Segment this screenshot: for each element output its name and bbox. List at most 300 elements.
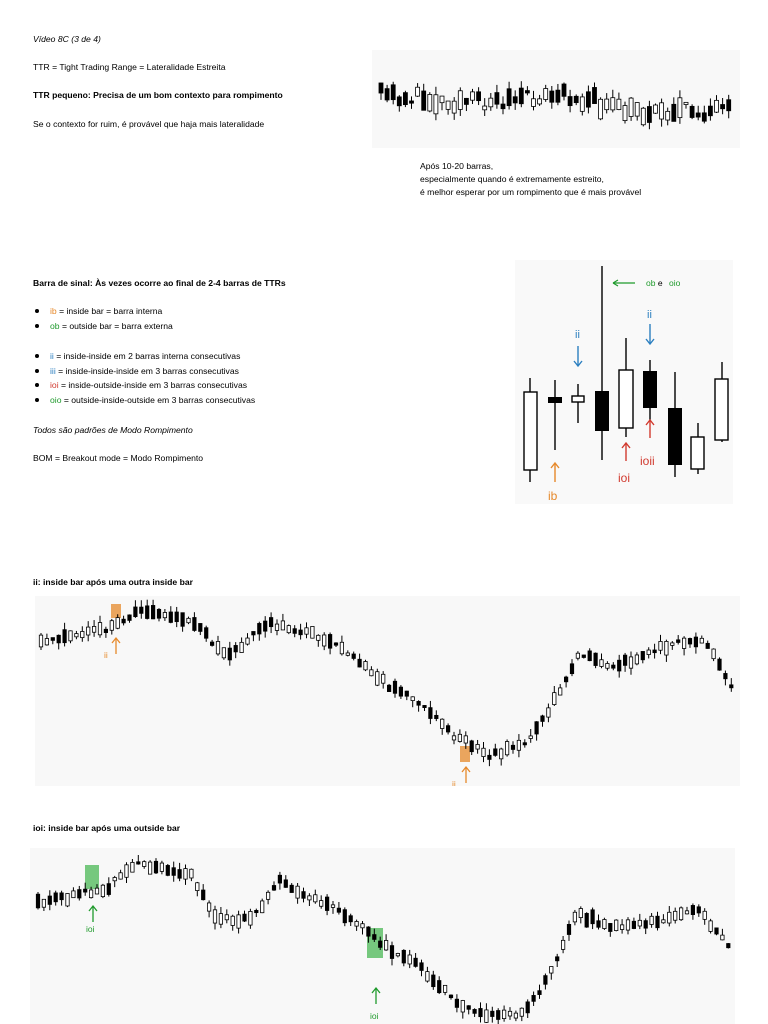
candle-body — [671, 643, 674, 645]
candle-body — [128, 615, 131, 620]
candle-8-body — [691, 437, 704, 469]
candle-body — [367, 927, 370, 936]
item-text: = inside bar = barra interna — [56, 306, 163, 316]
candle-body — [550, 967, 553, 974]
candle-body — [237, 915, 240, 928]
candle-body — [119, 873, 122, 879]
candle-body — [700, 638, 703, 643]
candle-body — [464, 98, 468, 104]
candle-body — [110, 621, 113, 631]
signal-list-b — [33, 349, 255, 407]
candle-body — [638, 920, 641, 926]
candle-2-body — [548, 397, 562, 403]
candle-body — [264, 621, 267, 631]
candle-body — [618, 660, 621, 671]
candle-body — [113, 878, 116, 881]
candle-body — [399, 687, 402, 696]
candle-body — [603, 920, 606, 929]
candle-body — [193, 618, 196, 631]
label-ioi: ioi — [618, 471, 631, 485]
candle-body — [588, 651, 591, 661]
candle-body — [599, 99, 603, 119]
candle-body — [60, 893, 63, 900]
abbr-iii: iii — [50, 365, 56, 376]
context-bad-text: Se o contexto for ruim, é provável que haja mais lateralidade — [33, 119, 265, 129]
candle-body — [576, 653, 579, 658]
candle-body — [629, 657, 632, 668]
candle-body — [87, 627, 90, 635]
candle-body — [570, 664, 573, 674]
pattern-diagram — [515, 260, 733, 504]
candle-body — [507, 89, 511, 106]
candle-body — [272, 886, 275, 891]
candle-body — [78, 890, 81, 898]
candle-body — [205, 628, 208, 638]
ii-chart — [35, 596, 740, 786]
candle-body — [116, 618, 119, 629]
candle-body — [438, 981, 441, 993]
candle-body — [580, 97, 584, 111]
candle-body — [535, 722, 538, 734]
candle-body — [414, 958, 417, 966]
list-item — [33, 378, 255, 393]
candle-body — [674, 911, 677, 920]
candle-body — [538, 991, 541, 995]
candle-body — [75, 634, 78, 637]
candle-body — [337, 908, 340, 912]
candle-body — [269, 618, 272, 627]
candle-body — [246, 638, 249, 644]
ttr-note-line1: Após 10-20 barras, — [420, 161, 494, 171]
candle-body — [591, 910, 594, 924]
page-title: Vídeo 8C (3 de 4) — [33, 34, 101, 44]
candle-body — [635, 103, 639, 117]
candle-body — [51, 638, 54, 641]
candle-body — [605, 99, 609, 110]
candle-body — [559, 688, 562, 695]
candle-body — [712, 649, 715, 659]
candle-body — [411, 697, 414, 701]
ioi-label-1: ioi — [86, 924, 95, 934]
candle-body — [275, 624, 278, 630]
candle-body — [488, 755, 491, 759]
candle-body — [393, 681, 396, 693]
candle-body — [101, 885, 104, 896]
candle-7-body — [668, 408, 682, 465]
candle-body — [470, 741, 473, 752]
candle-body — [473, 1009, 476, 1013]
candle-body — [63, 630, 66, 643]
candle-body — [379, 83, 383, 93]
candle-body — [255, 910, 258, 912]
candle-body — [632, 921, 635, 928]
candle-body — [653, 650, 656, 653]
candle-body — [682, 638, 685, 648]
candle-body — [446, 101, 450, 109]
candle-body — [685, 911, 688, 914]
candle-body — [556, 90, 560, 102]
candle-body — [349, 916, 352, 922]
candle-body — [397, 97, 401, 106]
candle-body — [467, 1006, 470, 1010]
candle-body — [420, 963, 423, 971]
candle-body — [373, 935, 376, 940]
candle-body — [532, 995, 535, 1001]
label-ii-right: ii — [647, 309, 652, 321]
candle-body — [483, 106, 487, 110]
candle-body — [443, 985, 446, 992]
candle-body — [148, 862, 151, 874]
candle-body — [435, 715, 438, 718]
candle-body — [573, 912, 576, 922]
candle-body — [258, 623, 261, 633]
candle-body — [157, 609, 160, 618]
candle-body — [387, 685, 390, 691]
ttr-note-line3: é melhor esperar por um rompimento que é mais provável — [420, 187, 642, 197]
candle-body — [252, 632, 255, 635]
abbr-oio: oio — [50, 394, 62, 405]
candle-body — [340, 642, 343, 654]
candle-body — [471, 92, 475, 100]
candle-body — [187, 618, 190, 622]
candle-body — [331, 905, 334, 908]
candle-body — [677, 640, 680, 643]
ioi-chart-svg — [30, 848, 735, 1024]
candle-body — [556, 957, 559, 961]
candle-body — [708, 106, 712, 116]
label-ii-left: ii — [575, 329, 580, 341]
candle-body — [104, 629, 107, 632]
candle-body — [325, 897, 328, 910]
candle-body — [579, 909, 582, 918]
candle-body — [243, 914, 246, 921]
candle-body — [178, 870, 181, 879]
candle-body — [240, 642, 243, 652]
candle-body — [216, 641, 219, 653]
ttr-note-line2: especialmente quando é extremamente estreito, — [420, 174, 604, 184]
candle-body — [92, 626, 95, 632]
candle-body — [166, 865, 169, 875]
candle-body — [202, 890, 205, 900]
candle-body — [547, 708, 550, 717]
candle-body — [42, 899, 45, 907]
candle-body — [343, 910, 346, 923]
list-item — [33, 304, 173, 319]
candle-body — [446, 726, 449, 732]
ii-highlight-1 — [111, 604, 121, 618]
candle-body — [396, 953, 399, 955]
candle-5-body — [619, 370, 633, 428]
candle-3-body — [572, 396, 584, 402]
candle-body — [455, 999, 458, 1007]
candle-body — [452, 101, 456, 113]
candle-body — [311, 626, 314, 638]
candle-body — [81, 631, 84, 637]
candle-body — [134, 607, 137, 617]
candle-body — [690, 106, 694, 117]
candle-body — [562, 84, 566, 96]
candle-body — [647, 650, 650, 655]
candle-body — [715, 928, 718, 934]
candle-body — [207, 903, 210, 911]
candle-body — [361, 924, 364, 928]
candle-body — [302, 892, 305, 899]
ttr-note — [420, 160, 641, 199]
candle-body — [600, 660, 603, 667]
candle-body — [665, 641, 668, 655]
candle-body — [352, 654, 355, 658]
candle-body — [403, 93, 407, 105]
candle-body — [593, 87, 597, 103]
candle-body — [384, 940, 387, 950]
ioi-chart — [30, 848, 735, 1024]
candle-body — [666, 111, 670, 120]
candle-body — [635, 655, 638, 664]
candle-body — [519, 88, 523, 104]
candle-body — [296, 886, 299, 898]
ii-label-1: ii — [104, 650, 108, 660]
section-ioi-heading: ioi: inside bar após uma outside bar — [33, 823, 181, 833]
candle-body — [730, 685, 733, 688]
candle-body — [458, 91, 462, 110]
candle-body — [520, 1008, 523, 1016]
candle-body — [684, 102, 688, 104]
candle-body — [222, 648, 225, 658]
list-item — [33, 319, 173, 334]
candle-body — [513, 97, 517, 103]
candle-body — [615, 920, 618, 931]
candle-body — [623, 106, 627, 121]
candle-body — [517, 740, 520, 750]
candle-body — [266, 892, 269, 899]
candle-body — [385, 89, 389, 100]
candle-body — [568, 97, 572, 106]
candle-body — [416, 87, 420, 96]
candle-body — [278, 875, 281, 883]
candle-body — [514, 1013, 517, 1018]
candle-body — [668, 912, 671, 923]
candle-body — [410, 101, 414, 103]
candle-body — [45, 639, 48, 645]
candle-body — [370, 670, 373, 676]
candle-body — [219, 914, 222, 925]
candle-body — [190, 869, 193, 878]
candle-body — [125, 865, 128, 877]
candle-body — [529, 736, 532, 739]
candle-body — [234, 645, 237, 651]
candle-body — [358, 659, 361, 667]
candle-body — [582, 655, 585, 657]
candle-body — [390, 946, 393, 959]
candle-body — [181, 613, 184, 627]
candle-body — [679, 908, 682, 920]
candle-body — [491, 1011, 494, 1016]
abbr-ii: ii — [50, 351, 54, 361]
candle-body — [154, 861, 157, 873]
candle-body — [98, 623, 101, 635]
candle-9-body — [715, 379, 728, 440]
abbr-ioi: ioi — [50, 380, 59, 390]
candle-body — [210, 642, 213, 645]
candle-4-body — [595, 391, 609, 431]
candle-body — [72, 891, 75, 898]
candle-body — [485, 1010, 488, 1022]
candle-body — [402, 950, 405, 963]
candle-body — [659, 641, 662, 650]
candle-body — [140, 607, 143, 613]
candle-body — [328, 634, 331, 648]
candle-body — [494, 749, 497, 756]
candle-body — [290, 885, 293, 892]
candle-body — [69, 631, 72, 641]
candle-body — [54, 893, 57, 902]
candle-body — [228, 648, 231, 660]
ttr-chart-svg — [372, 50, 740, 148]
candle-body — [405, 691, 408, 696]
candle-body — [609, 923, 612, 931]
candle-body — [694, 637, 697, 647]
candle-body — [585, 913, 588, 927]
candle-body — [160, 863, 163, 871]
candle-body — [654, 105, 658, 113]
candle-body — [497, 1011, 500, 1020]
abbr-ob: ob — [50, 320, 60, 331]
candle-body — [501, 104, 505, 109]
candle-body — [523, 743, 526, 745]
candle-body — [231, 916, 234, 925]
candle-body — [314, 895, 317, 902]
candle-body — [151, 605, 154, 618]
candle-body — [688, 638, 691, 644]
ttr-definition: TTR = Tight Trading Range = Lateralidade Estreita — [33, 62, 226, 72]
candle-body — [544, 976, 547, 985]
candle-body — [458, 734, 461, 741]
candle-body — [641, 651, 644, 659]
candle-body — [364, 661, 367, 669]
ioi-label-2: ioi — [370, 1011, 379, 1021]
candle-body — [511, 745, 514, 749]
candle-body — [662, 920, 665, 923]
bom-definition: BOM = Breakout mode = Modo Rompimento — [33, 453, 204, 463]
candle-body — [308, 896, 311, 900]
candle-body — [623, 655, 626, 665]
candle-body — [122, 619, 125, 623]
label-oio: oio — [669, 278, 681, 288]
candle-body — [461, 1000, 464, 1012]
candle-body — [391, 85, 395, 100]
candle-body — [39, 635, 42, 647]
candle-body — [500, 749, 503, 759]
item-text: = inside-outside-inside em 3 barras consecutivas — [58, 380, 248, 390]
candle-body — [660, 103, 664, 119]
candle-body — [647, 107, 651, 123]
candle-body — [508, 1011, 511, 1016]
candle-body — [597, 921, 600, 927]
candle-body — [66, 893, 69, 905]
candle-body — [432, 975, 435, 987]
candle-body — [727, 944, 730, 948]
candle-body — [629, 98, 633, 116]
candle-body — [379, 941, 382, 947]
candle-body — [553, 693, 556, 705]
candle-body — [305, 628, 308, 634]
ii-label-2: ii — [452, 779, 456, 786]
candle-body — [346, 653, 349, 655]
candle-body — [434, 95, 438, 114]
item-text: = inside-inside-inside em 3 barras consecutivas — [55, 365, 239, 376]
candle-body — [702, 113, 706, 121]
candle-body — [261, 901, 264, 913]
candle-body — [611, 98, 615, 110]
candle-body — [428, 94, 432, 111]
candle-body — [408, 955, 411, 964]
candle-body — [678, 98, 682, 118]
ttr-chart — [372, 50, 740, 148]
candle-body — [561, 940, 564, 949]
candle-body — [464, 736, 467, 743]
list-item — [33, 393, 255, 408]
candle-body — [574, 96, 578, 102]
candle-body — [544, 89, 548, 100]
candle-body — [476, 744, 479, 749]
candle-body — [650, 916, 653, 924]
abbr-ib: ib — [50, 306, 57, 316]
label-ioii: ioii — [640, 454, 655, 468]
candle-body — [287, 626, 290, 633]
candle-body — [706, 643, 709, 648]
candle-body — [107, 884, 110, 895]
candle-body — [526, 1002, 529, 1013]
candle-body — [382, 674, 385, 683]
signal-heading: Barra de sinal: Às vezes ocorre ao final de 2-4 barras de TTRs — [33, 278, 286, 288]
candle-body — [612, 665, 615, 668]
candle-body — [169, 612, 172, 622]
candle-body — [36, 894, 39, 908]
candle-body — [538, 99, 542, 104]
candle-body — [644, 921, 647, 928]
candle-body — [423, 705, 426, 707]
candle-body — [355, 921, 358, 926]
candle-body — [441, 719, 444, 728]
candle-body — [718, 659, 721, 670]
candle-body — [163, 612, 166, 617]
candle-body — [199, 623, 202, 631]
candle-body — [567, 924, 570, 934]
candle-body — [703, 911, 706, 919]
candle-body — [620, 925, 623, 930]
candle-body — [672, 104, 676, 121]
candle-6-body — [643, 371, 657, 408]
candle-body — [426, 972, 429, 981]
candle-body — [721, 935, 724, 940]
candle-body — [727, 100, 731, 111]
candle-body — [532, 99, 536, 107]
candle-body — [495, 93, 499, 105]
candle-body — [656, 916, 659, 927]
candle-body — [449, 995, 452, 998]
pattern-diagram-svg — [515, 260, 733, 504]
candle-body — [550, 91, 554, 102]
candle-body — [281, 621, 284, 630]
candle-body — [57, 635, 60, 643]
candle-body — [146, 606, 149, 619]
candle-body — [697, 907, 700, 913]
item-text: = outside bar = barra externa — [59, 320, 173, 331]
candle-body — [479, 1008, 482, 1016]
candle-body — [709, 921, 712, 932]
candle-body — [721, 105, 725, 109]
label-ob: ob — [646, 278, 656, 288]
